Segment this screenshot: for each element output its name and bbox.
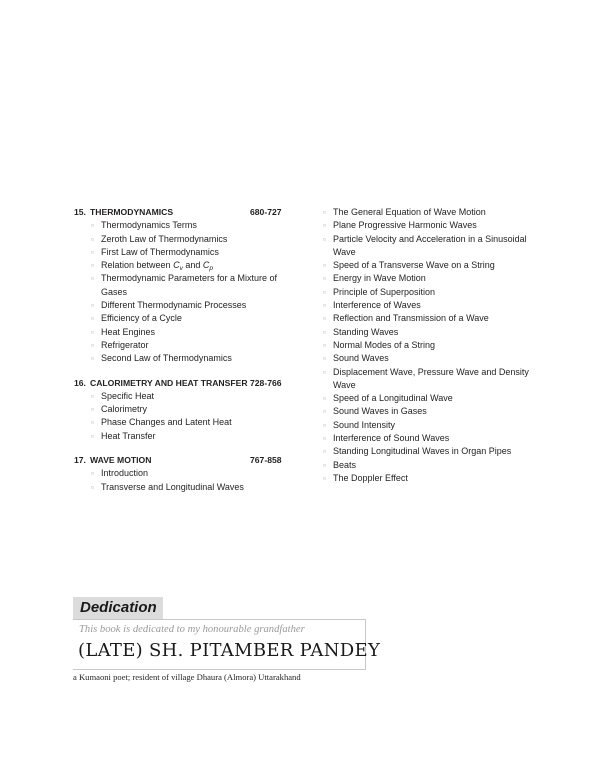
topic-item: [323, 445, 538, 458]
topic-list: [74, 467, 292, 494]
topic-item: [91, 352, 292, 365]
chapter-17: [74, 454, 292, 494]
chapter-pages: 680-727: [250, 207, 282, 217]
topic-label: Interference of Sound Waves: [333, 433, 450, 444]
topic-item: [91, 326, 292, 339]
topic-item: [323, 472, 538, 485]
topic-item: [323, 326, 538, 339]
topic-item: [323, 206, 538, 219]
toc-left-column: [74, 206, 292, 494]
topic-item: [323, 352, 538, 365]
bullet-icon: ▫: [323, 407, 326, 417]
topic-item: [323, 233, 538, 260]
topic-item: [91, 430, 292, 443]
topic-label: Sound Waves in Gases: [333, 406, 427, 417]
bullet-icon: ▫: [323, 261, 326, 271]
dedication-note: a Kumaoni poet; resident of village Dhaura (Almora) Uttarakhand: [73, 672, 301, 682]
dedication-heading: Dedication: [73, 597, 163, 619]
bullet-icon: ▫: [323, 367, 326, 377]
topic-label: Refrigerator: [101, 339, 149, 350]
topic-label: Principle of Superposition: [333, 286, 436, 297]
topic-label: First Law of Thermodynamics: [101, 246, 219, 257]
chapter-16: [74, 377, 292, 443]
topic-label: Introduction: [101, 468, 149, 479]
topic-label: Thermodynamics Terms: [101, 220, 197, 231]
topic-item: [91, 403, 292, 416]
topic-label: Standing Waves: [333, 326, 399, 337]
toc-right-column: [323, 206, 538, 485]
bullet-icon: ▫: [91, 391, 94, 401]
bullet-icon: ▫: [91, 261, 94, 271]
bullet-icon: ▫: [323, 394, 326, 404]
chapter-title: THERMODYNAMICS: [90, 207, 174, 217]
topic-label: Energy in Wave Motion: [333, 273, 426, 284]
topic-item: [323, 405, 538, 418]
topic-label: Heat Transfer: [101, 430, 156, 441]
topic-item: [323, 272, 538, 285]
bullet-icon: ▫: [323, 473, 326, 483]
bullet-icon: ▫: [91, 221, 94, 231]
topic-label: Heat Engines: [101, 326, 156, 337]
bullet-icon: ▫: [91, 482, 94, 492]
bullet-icon: ▫: [91, 327, 94, 337]
topic-label: Beats: [333, 459, 357, 470]
topic-item: [91, 233, 292, 246]
chapter-title: WAVE MOTION: [90, 455, 152, 466]
chapter-number: 15.: [74, 207, 86, 217]
topic-item: [91, 481, 292, 494]
bullet-icon: ▫: [91, 314, 94, 324]
chapter-number: 17.: [74, 455, 86, 466]
topic-item: [91, 219, 292, 232]
topic-item: [323, 339, 538, 352]
topic-item: [323, 366, 538, 393]
topic-item: [91, 312, 292, 325]
bullet-icon: ▫: [323, 340, 326, 350]
bullet-icon: ▫: [323, 221, 326, 231]
topic-label: Speed of a Transverse Wave on a String: [333, 260, 495, 271]
bullet-icon: ▫: [91, 354, 94, 364]
chapter-title: CALORIMETRY AND HEAT TRANSFER: [90, 377, 248, 388]
topic-item: [91, 299, 292, 312]
topic-item: [323, 312, 538, 325]
dedication-divider: [73, 669, 366, 670]
topic-item: [91, 272, 292, 299]
chapter-heading: [74, 377, 292, 390]
topic-label: Sound Waves: [333, 353, 389, 364]
bullet-icon: ▫: [323, 434, 326, 444]
bullet-icon: ▫: [91, 431, 94, 441]
topic-label: Different Thermodynamic Processes: [101, 300, 247, 311]
chapter-pages: 728-766: [250, 377, 282, 388]
topic-item: [323, 286, 538, 299]
topic-label: Second Law of Thermodynamics: [101, 353, 232, 364]
topic-item: [91, 246, 292, 259]
chapter-number: 16.: [74, 377, 86, 388]
topic-item: [323, 299, 538, 312]
topic-item: [323, 419, 538, 432]
bullet-icon: ▫: [323, 274, 326, 284]
bullet-icon: ▫: [323, 420, 326, 430]
topic-label: Transverse and Longitudinal Waves: [101, 481, 244, 492]
topic-list: [74, 219, 292, 365]
topic-label: Standing Longitudinal Waves in Organ Pipes: [333, 446, 512, 457]
topic-item: [91, 416, 292, 429]
bullet-icon: ▫: [323, 354, 326, 364]
topic-item: [323, 392, 538, 405]
dedication-name: (LATE) SH. PITAMBER PANDEY: [78, 640, 381, 661]
topic-label: Interference of Waves: [333, 300, 421, 311]
bullet-icon: ▫: [91, 340, 94, 350]
topic-label: Efficiency of a Cycle: [101, 313, 182, 324]
bullet-icon: ▫: [323, 447, 326, 457]
topic-label: Sound Intensity: [333, 419, 396, 430]
bullet-icon: ▫: [91, 469, 94, 479]
bullet-icon: ▫: [323, 287, 326, 297]
topic-item: [323, 259, 538, 272]
topic-item: [91, 467, 292, 480]
topic-list: [74, 390, 292, 443]
dedication-line: This book is dedicated to my honourable grandfather: [79, 624, 305, 635]
bullet-icon: ▫: [323, 234, 326, 244]
topic-label: The Doppler Effect: [333, 472, 408, 483]
chapter-heading: [74, 454, 292, 467]
topic-label: Calorimetry: [101, 404, 148, 415]
topic-label: Relation between $C_v$ and $C_p$: [101, 260, 213, 273]
topic-list: [323, 206, 538, 485]
chapter-heading: [74, 206, 292, 219]
chapter-15: [74, 206, 292, 366]
bullet-icon: ▫: [91, 418, 94, 428]
topic-label: Thermodynamic Parameters for a Mixture of Gases: [101, 273, 278, 297]
topic-item: [91, 390, 292, 403]
topic-label: The General Equation of Wave Motion: [333, 207, 486, 217]
bullet-icon: ▫: [91, 247, 94, 257]
topic-label: Particle Velocity and Acceleration in a Sinusoidal Wave: [333, 233, 527, 257]
topic-item: [323, 432, 538, 445]
topic-item: [323, 459, 538, 472]
bullet-icon: ▫: [323, 460, 326, 470]
bullet-icon: ▫: [91, 274, 94, 284]
topic-label: Speed of a Longitudinal Wave: [333, 393, 453, 404]
bullet-icon: ▫: [323, 301, 326, 311]
topic-label: Normal Modes of a String: [333, 339, 436, 350]
topic-label: Plane Progressive Harmonic Waves: [333, 220, 477, 231]
bullet-icon: ▫: [323, 208, 326, 217]
chapter-pages: 767-858: [250, 455, 282, 466]
topic-label: Displacement Wave, Pressure Wave and Density Wave: [333, 366, 529, 390]
bullet-icon: ▫: [323, 327, 326, 337]
topic-label: Reflection and Transmission of a Wave: [333, 313, 489, 324]
bullet-icon: ▫: [91, 301, 94, 311]
topic-label: Phase Changes and Latent Heat: [101, 417, 232, 428]
topic-item: [323, 219, 538, 232]
topic-label: Zeroth Law of Thermodynamics: [101, 233, 228, 244]
bullet-icon: ▫: [91, 234, 94, 244]
topic-item: [91, 339, 292, 352]
topic-label: Specific Heat: [101, 390, 155, 401]
topic-item: [91, 259, 292, 272]
bullet-icon: ▫: [91, 405, 94, 415]
bullet-icon: ▫: [323, 314, 326, 324]
